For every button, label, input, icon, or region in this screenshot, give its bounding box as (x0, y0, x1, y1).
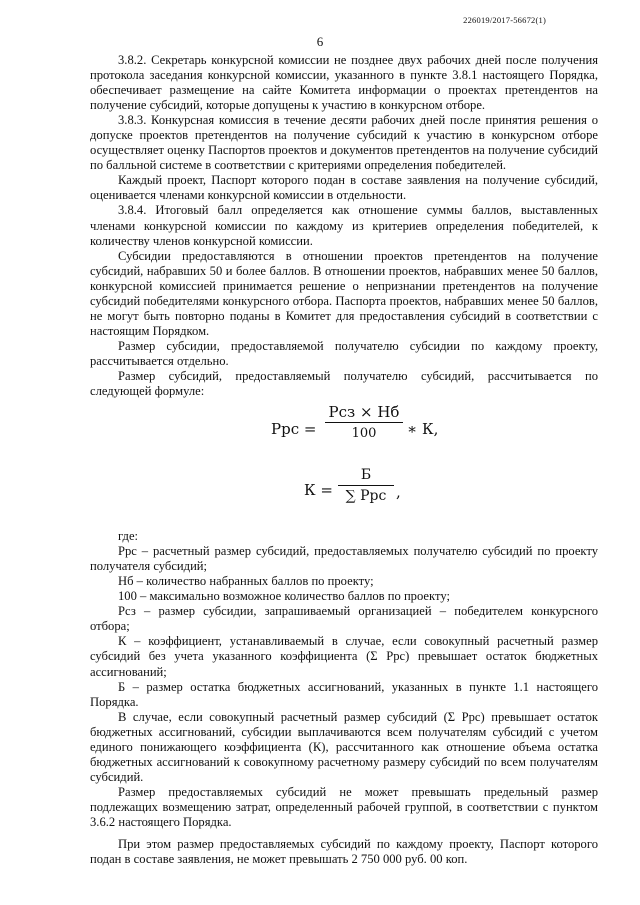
definition-k: К – коэффициент, устанавливаемый в случае, если совокупный расчетный размер субсидий без учета указанного коэффициента (Σ Ррс) превышает остаток бюджетных ассигнований; (90, 634, 598, 679)
document-body (90, 53, 598, 867)
formula1-lhs: Pрс = (271, 420, 317, 439)
formula2-numerator: Б (338, 468, 394, 486)
definition-nb: Нб – количество набранных баллов по проекту; (118, 574, 374, 589)
formula2-lhs: К = (304, 481, 333, 500)
paragraph-max-amount: При этом размер предоставляемых субсидий по каждому проекту, Паспорт которого подан в составе заявления, не может превышать 2 750 000 руб. 00 коп. (90, 837, 598, 867)
page-number: 6 (316, 34, 324, 49)
definition-rsz: Рсз – размер субсидии, запрашиваемый организацией – победителем конкурсного отбора; (90, 604, 598, 634)
definition-b: Б – размер остатка бюджетных ассигнований, указанных в пункте 1.1 настоящего Порядка. (90, 679, 598, 709)
definition-rrs: Ррс – расчетный размер субсидий, предоставляемых получателю субсидий по проекту получателя субсидий; (90, 544, 598, 574)
formula-coefficient (90, 463, 598, 521)
formula1-fraction (325, 405, 403, 441)
paragraph-subsidies-50: Субсидии предоставляются в отношении проектов претендентов на получение субсидий, набравших 50 и более баллов. В отношении проектов, набравших менее 50 баллов, конкурсной комиссией принимается решение о непризнании претендентов на получение субсидий победителями конкурсного отбора. Паспорта проектов, набравших менее 50 баллов, не могут быть повторно поданы в Комитет для предоставления субсидий в соответствии с настоящим Порядком. (90, 248, 598, 338)
definition-100: 100 – максимально возможное количество баллов по проекту; (118, 589, 450, 604)
paragraph-total-exceeds: В случае, если совокупный расчетный размер субсидий (Σ Ррс) превышает остаток бюджетных ассигнований, субсидии выплачиваются всем получателям субсидий с учетом единого понижающего коэффициента (К), рассчитанного как отношение объема остатка бюджетных ассигнований к совокупному расчетному размеру субсидий по всем получателям субсидий. (90, 709, 598, 784)
formula1-numerator: Pсз × Нб (325, 405, 403, 423)
paragraph-formula-intro: Размер субсидий, предоставляемый получателю субсидий, рассчитывается по следующей формуле: (90, 368, 598, 399)
paragraph-subsidy-size: Размер субсидии, предоставляемой получателю субсидии по каждому проекту, рассчитывается отдельно. (90, 338, 598, 368)
paragraph-3-8-4: 3.8.4. Итоговый балл определяется как отношение суммы баллов, выставленных членами конкурсной комиссии по каждому из критериев определения победителей, к количеству членов конкурсной комиссии. (90, 203, 598, 248)
paragraph-3-8-2: 3.8.2. Секретарь конкурсной комиссии не позднее двух рабочих дней после получения протокола заседания конкурсной комиссии, указанного в пункте 3.8.1 настоящего Порядка, обеспечивает размещение на сайте Комитета информации о проектах претендентов на получение субсидий, которые допущены к участию в конкурсном отборе. (90, 53, 598, 113)
formula1-denominator: 100 (351, 426, 377, 442)
document-number: 226019/2017-56672(1) (463, 15, 546, 25)
formula2-fraction (338, 468, 394, 504)
formula1-rhs: ∗ К, (407, 420, 439, 439)
paragraph-limit-costs: Размер предоставляемых субсидий не может превышать предельный размер подлежащих возмещению затрат, определенный рабочей группой, в соответствии с пунктом 3.6.2 настоящего Порядка. (90, 784, 598, 829)
paragraph-each-project: Каждый проект, Паспорт которого подан в составе заявления на получение субсидий, оценивается членами конкурсной комиссии в отдельности. (90, 173, 598, 203)
formula2-rhs: , (396, 483, 401, 502)
formula-subsidy-size (90, 403, 598, 463)
formula2-denominator: ∑ Ррс (345, 488, 387, 505)
where-label: где: (118, 529, 139, 544)
paragraph-3-8-3: 3.8.3. Конкурсная комиссия в течение десяти рабочих дней после принятия решения о допуске проектов претендентов на получение субсидий к участию в конкурсном отборе осуществляет оценку Паспортов проектов и документов претендентов на получение субсидий по балльной системе в соответствии с критериями определения победителей. (90, 113, 598, 173)
